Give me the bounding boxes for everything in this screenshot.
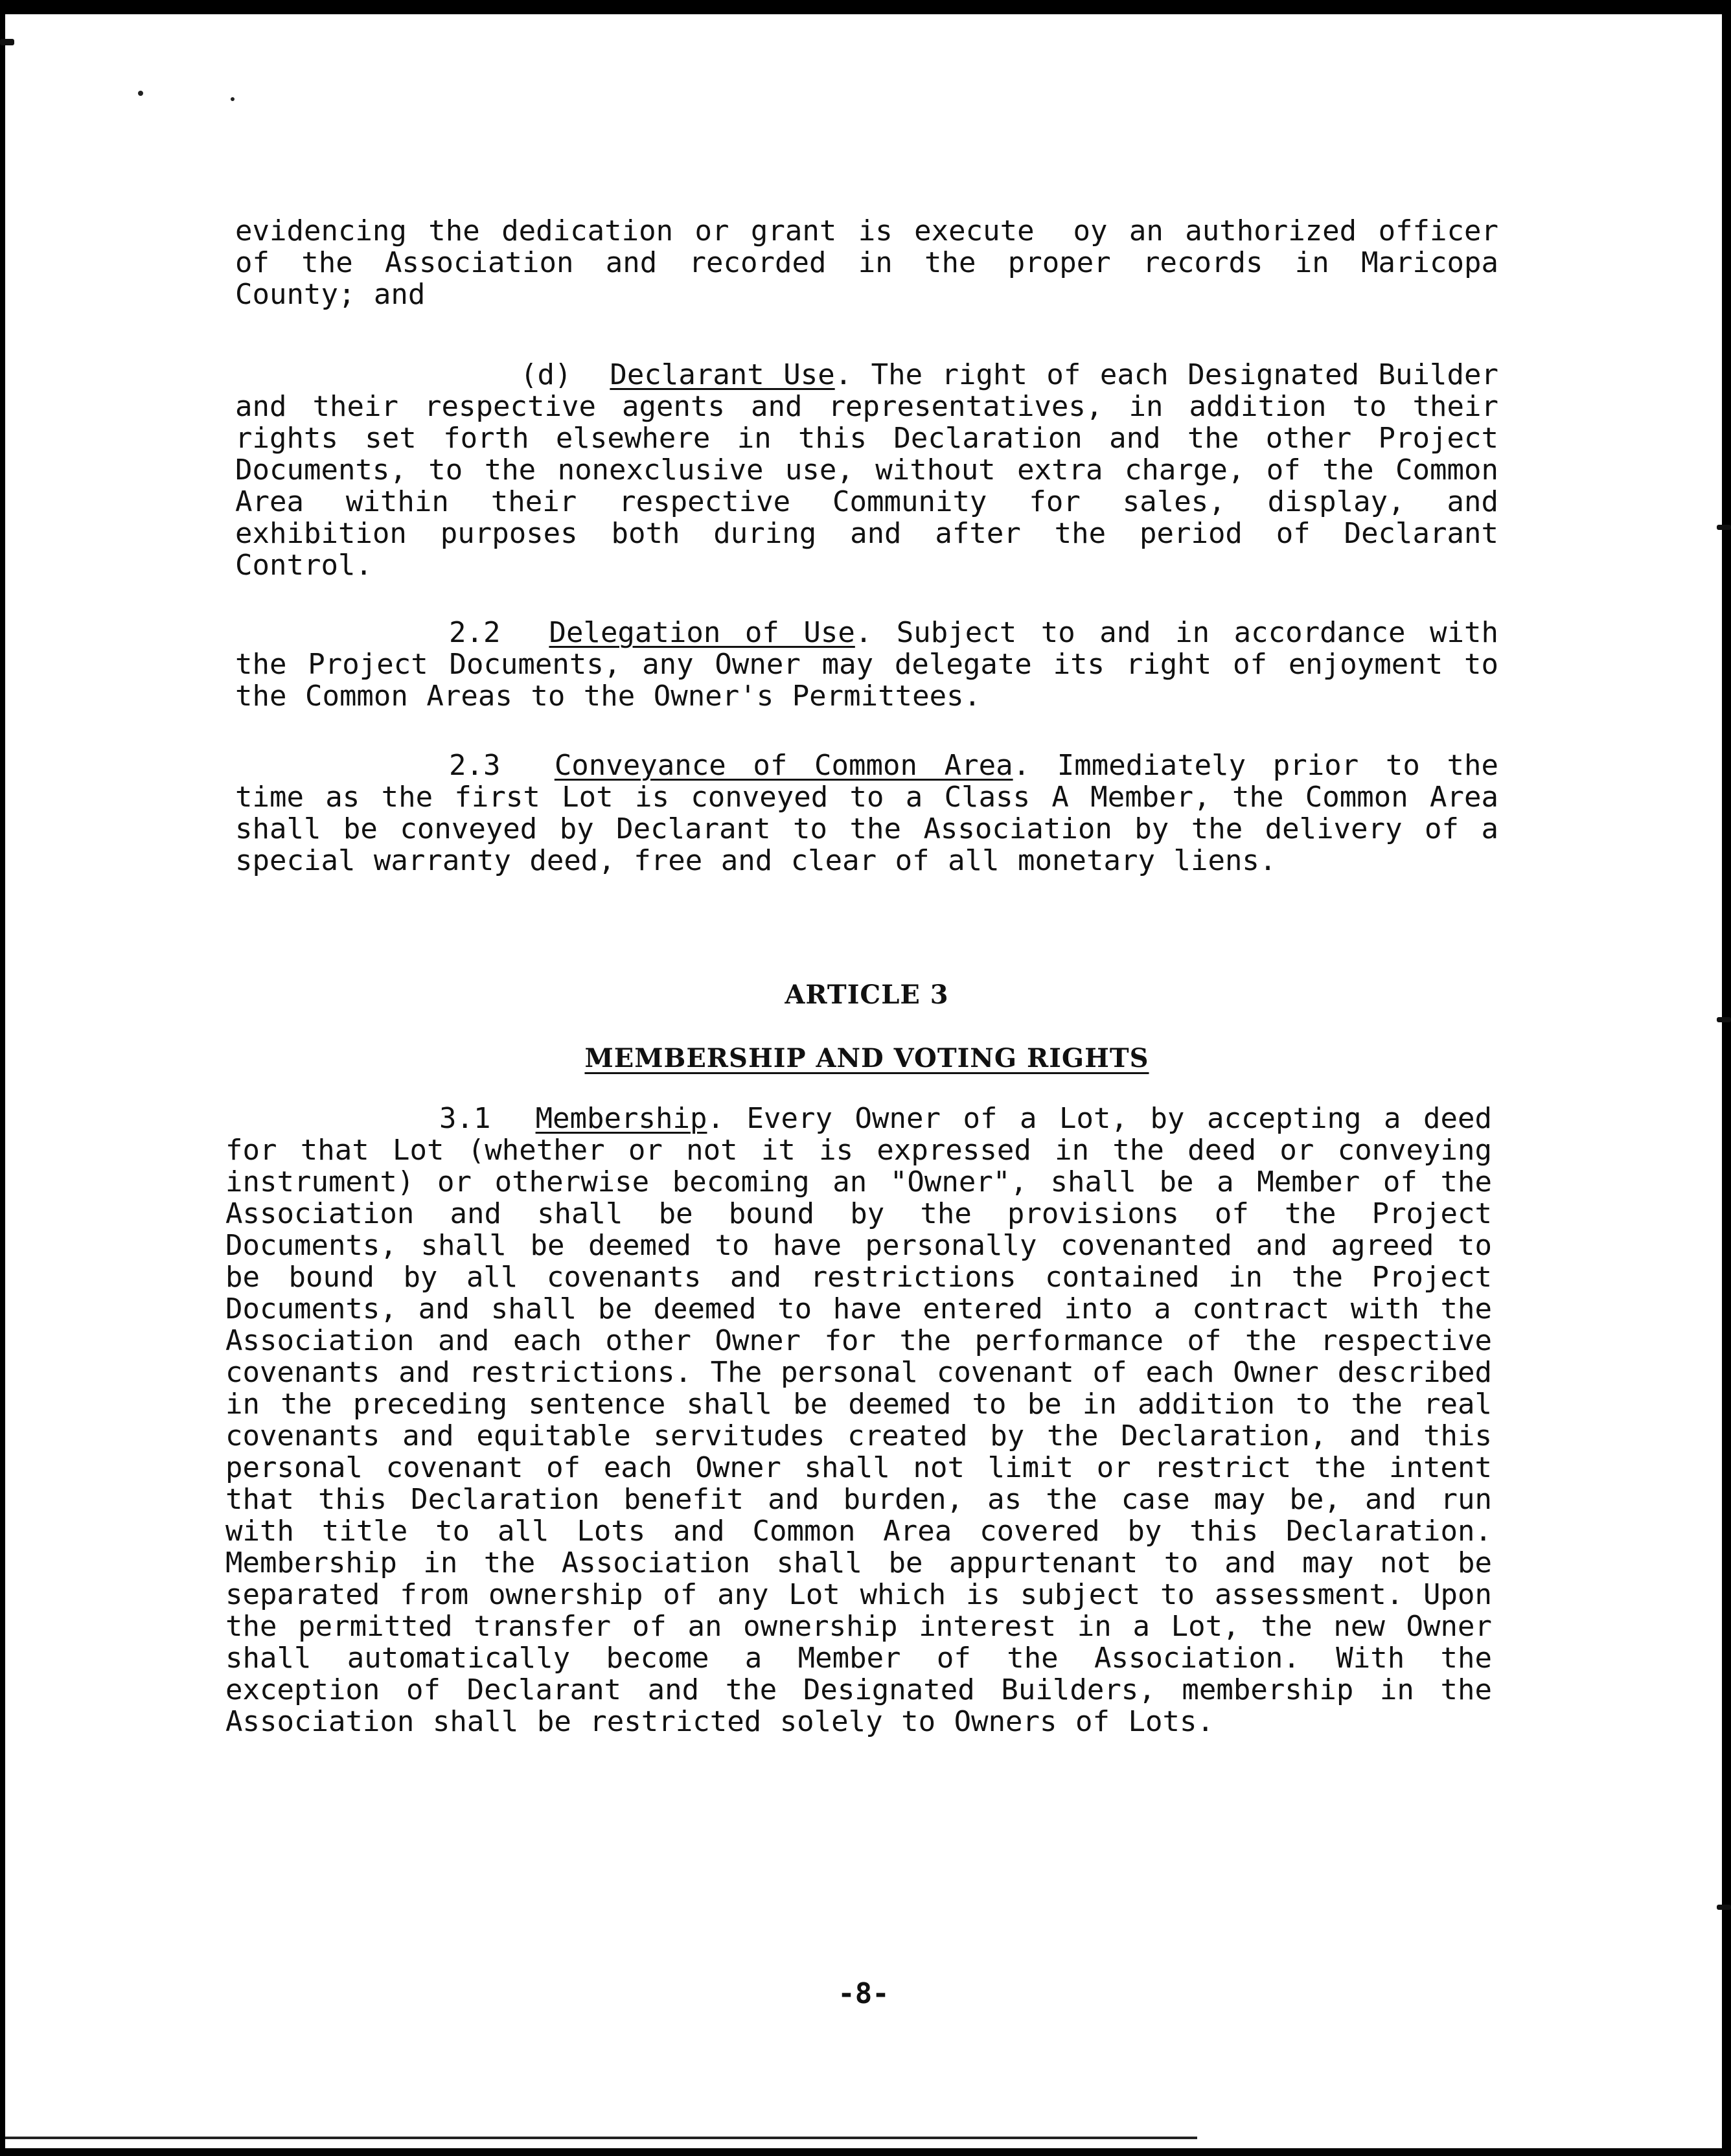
paragraph-3-1: [225, 1103, 1492, 1737]
paragraph-2-2-body: . Subject to and in accordance with the Project Documents, any Owner may delegate its right of enjoyment to the Common Areas to the Owner's Permittees.: [235, 616, 1498, 713]
scan-edge-mark: [1717, 1017, 1731, 1022]
paragraph-2-2-number: 2.2: [449, 616, 501, 649]
paragraph-2-3-body: . Immediately prior to the time as the first Lot is conveyed to a Class A Member, the Common Area shall be conveyed by Declarant to the Association by the delivery of a special warranty deed, free and clear of all monetary liens.: [235, 749, 1498, 877]
paragraph-3-1-number: 3.1: [439, 1102, 491, 1135]
paragraph-continued: [235, 215, 1498, 310]
article-title: ARTICLE 3: [785, 980, 949, 1010]
paragraph-d-body: . The right of each Designated Builder and their respective agents and representatives, in addition to their rights set forth elsewhere in this Declaration and the other Project Documents, to the nonexclusive use, without extra charge, of the Common Area within their respective Community for sales, display, and exhibition purposes both during and after the period of Declarant Control.: [235, 358, 1498, 582]
page-number: -8-: [838, 1977, 889, 2010]
paragraph-2-2: [235, 617, 1498, 712]
paragraph-d-heading: Declarant Use: [610, 358, 835, 391]
paragraph-2-3-heading: Conveyance of Common Area: [554, 749, 1013, 782]
scan-edge-mark: [1717, 1905, 1731, 1910]
article-subtitle: [235, 1043, 1498, 1073]
article-subtitle-text: MEMBERSHIP AND VOTING RIGHTS: [584, 1043, 1149, 1073]
paragraph-3-1-body: . Every Owner of a Lot, by accepting a deed for that Lot (whether or not it is expressed in the deed or conveying instrument) or otherwise becoming an "Owner", shall be a Member of the Association and shall be bound by the provisions of the Project Documents, shall be deemed to have personally covenanted and agreed to be bound by all covenants and restrictions contained in the Project Documents, and shall be deemed to have entered into a contract with the Association and each other Owner for the performance of the respective covenants and restrictions. The personal covenant of each Owner described in the preceding sentence shall be deemed to be in addition to the real covenants and equitable servitudes created by the Declaration, and this personal covenant of each Owner shall not limit or restrict the intent that this Declaration benefit and burden, as the case may be, and run with title to all Lots and Common Area covered by this Declaration. Membership in the Association shall be appurtenant to and may not be separated from ownership of any Lot which is subject to assessment. Upon the permitted transfer of an ownership interest in a Lot, the new Owner shall automatically become a Member of the Association. With the exception of Declarant and the Designated Builders, membership in the Association shall be restricted solely to Owners of Lots.: [225, 1102, 1492, 1738]
paragraph-d: [235, 359, 1498, 581]
scan-bottom-edge: [5, 2137, 1197, 2139]
paragraph-d-number: (d): [520, 358, 572, 391]
paragraph-2-3: [235, 750, 1498, 877]
paragraph-3-1-heading: Membership: [535, 1102, 707, 1135]
paragraph-2-3-number: 2.3: [449, 749, 501, 782]
scan-edge-mark: [1717, 525, 1731, 530]
scan-speck: [231, 97, 235, 101]
paragraph-continued-text: evidencing the dedication or grant is execute oy an authorized officer of the Association and recorded in the proper records in Maricopa County; and: [235, 214, 1498, 311]
paragraph-2-2-heading: Delegation of Use: [549, 616, 855, 649]
scan-speck: [138, 91, 143, 96]
scan-edge-mark: [0, 39, 14, 45]
document-page: [5, 14, 1722, 2148]
